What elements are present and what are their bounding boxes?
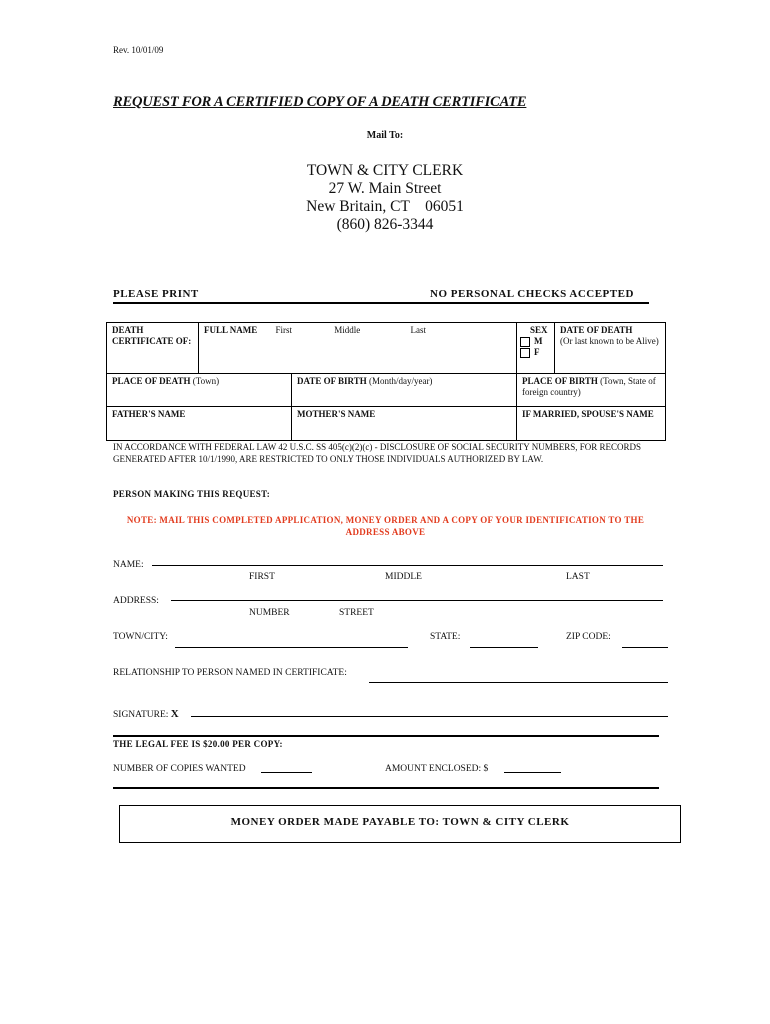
zip-code-input-line[interactable] [622, 647, 668, 648]
signature-input-line[interactable] [191, 716, 668, 717]
mail-to-label: Mail To: [366, 130, 404, 141]
divider [113, 735, 659, 737]
town-city-input-line[interactable] [175, 647, 408, 648]
spouse-name-field[interactable] [517, 407, 666, 441]
state-input-line[interactable] [470, 647, 538, 648]
date-of-birth-note: (Month/day/year) [368, 376, 433, 386]
address-line: New Britain, CT 06051 [306, 198, 464, 215]
please-print-notice: PLEASE PRINT [113, 288, 199, 300]
date-of-death-field[interactable] [555, 323, 666, 374]
signature-label [113, 708, 179, 720]
address-input-line[interactable] [171, 600, 663, 601]
legal-fee-text: THE LEGAL FEE IS $20.00 PER COPY: [113, 739, 283, 749]
state-label: STATE: [430, 632, 461, 642]
address-number-caption: NUMBER [249, 608, 290, 618]
signature-x-mark: X [170, 708, 179, 720]
name-first-caption: FIRST [249, 572, 275, 582]
money-order-text: MONEY ORDER MADE PAYABLE TO: TOWN & CITY CLERK [230, 816, 570, 828]
sex-f-label: F [534, 347, 540, 357]
copies-wanted-input-line[interactable] [261, 772, 312, 773]
form-title: REQUEST FOR A CERTIFIED COPY OF A DEATH CERTIFICATE [113, 94, 527, 110]
sex-m-checkbox[interactable] [520, 337, 530, 347]
mothers-name-field[interactable] [292, 407, 517, 441]
copies-wanted-label: NUMBER OF COPIES WANTED [113, 764, 246, 774]
divider [113, 302, 649, 304]
signature-text: SIGNATURE: [113, 710, 169, 720]
middle-label: Middle [334, 325, 361, 335]
address-street-caption: STREET [339, 608, 374, 618]
date-of-birth-field[interactable] [292, 374, 517, 407]
address-line: TOWN & CITY CLERK [306, 162, 464, 179]
zip-code-label: ZIP CODE: [566, 632, 611, 642]
place-of-death-field[interactable] [107, 374, 292, 407]
address-line: 27 W. Main Street [328, 180, 442, 197]
no-checks-notice: NO PERSONAL CHECKS ACCEPTED [430, 288, 634, 300]
date-of-birth-label: DATE OF BIRTH [297, 376, 367, 386]
mailing-note: NOTE: MAIL THIS COMPLETED APPLICATION, MONEY ORDER AND A COPY OF YOUR IDENTIFICATION TO THE ADDRESS ABOVE [126, 515, 645, 537]
deceased-info-table [106, 322, 666, 441]
fathers-name-label: FATHER'S NAME [112, 409, 186, 419]
mailing-address [0, 162, 770, 234]
address-line: (860) 826-3344 [336, 216, 434, 233]
full-name-field[interactable] [199, 323, 517, 374]
full-name-label: FULL NAME [204, 325, 258, 335]
ssn-disclosure-text: IN ACCORDANCE WITH FEDERAL LAW 42 U.S.C. SS 405(c)(2)(c) - DISCLOSURE OF SOCIAL SECURITY NUMBERS, FOR RECORDS GENERATED AFTER 10/1/1990, ARE RESTRICTED TO ONLY THOSE INDIVIDUALS AUTHORIZED BY LAW. [113, 442, 641, 464]
divider [113, 787, 659, 789]
name-last-caption: LAST [566, 572, 590, 582]
amount-enclosed-input-line[interactable] [504, 772, 561, 773]
place-of-birth-label: PLACE OF BIRTH [522, 376, 598, 386]
name-label: NAME: [113, 560, 144, 570]
spouse-name-label: IF MARRIED, SPOUSE'S NAME [522, 409, 654, 419]
revision-date: Rev. 10/01/09 [113, 45, 164, 55]
amount-enclosed-label: AMOUNT ENCLOSED: $ [385, 764, 489, 774]
town-city-label: TOWN/CITY: [113, 632, 168, 642]
date-of-death-note: (Or last known to be Alive) [560, 336, 659, 346]
place-of-death-note: (Town) [192, 376, 220, 386]
date-of-death-label: DATE OF DEATH [560, 325, 633, 335]
sex-field [517, 323, 555, 374]
relationship-input-line[interactable] [369, 682, 668, 683]
first-label: First [275, 325, 293, 335]
fathers-name-field[interactable] [107, 407, 292, 441]
name-middle-caption: MIDDLE [385, 572, 422, 582]
money-order-box [119, 805, 681, 843]
relationship-label: RELATIONSHIP TO PERSON NAMED IN CERTIFICATE: [113, 668, 347, 678]
place-of-death-label: PLACE OF DEATH [112, 376, 191, 386]
sex-f-checkbox[interactable] [520, 348, 530, 358]
last-label: Last [410, 325, 427, 335]
place-of-birth-field[interactable] [517, 374, 666, 407]
sex-m-label: M [534, 336, 543, 346]
sex-label: SEX [530, 325, 548, 335]
person-making-request-heading: PERSON MAKING THIS REQUEST: [113, 489, 271, 499]
death-cert-of-label: DEATH CERTIFICATE OF: [107, 323, 199, 374]
name-input-line[interactable] [152, 565, 663, 566]
mothers-name-label: MOTHER'S NAME [297, 409, 376, 419]
address-label: ADDRESS: [113, 596, 159, 606]
place-of-birth-note: (Town, State of foreign country) [522, 376, 656, 397]
